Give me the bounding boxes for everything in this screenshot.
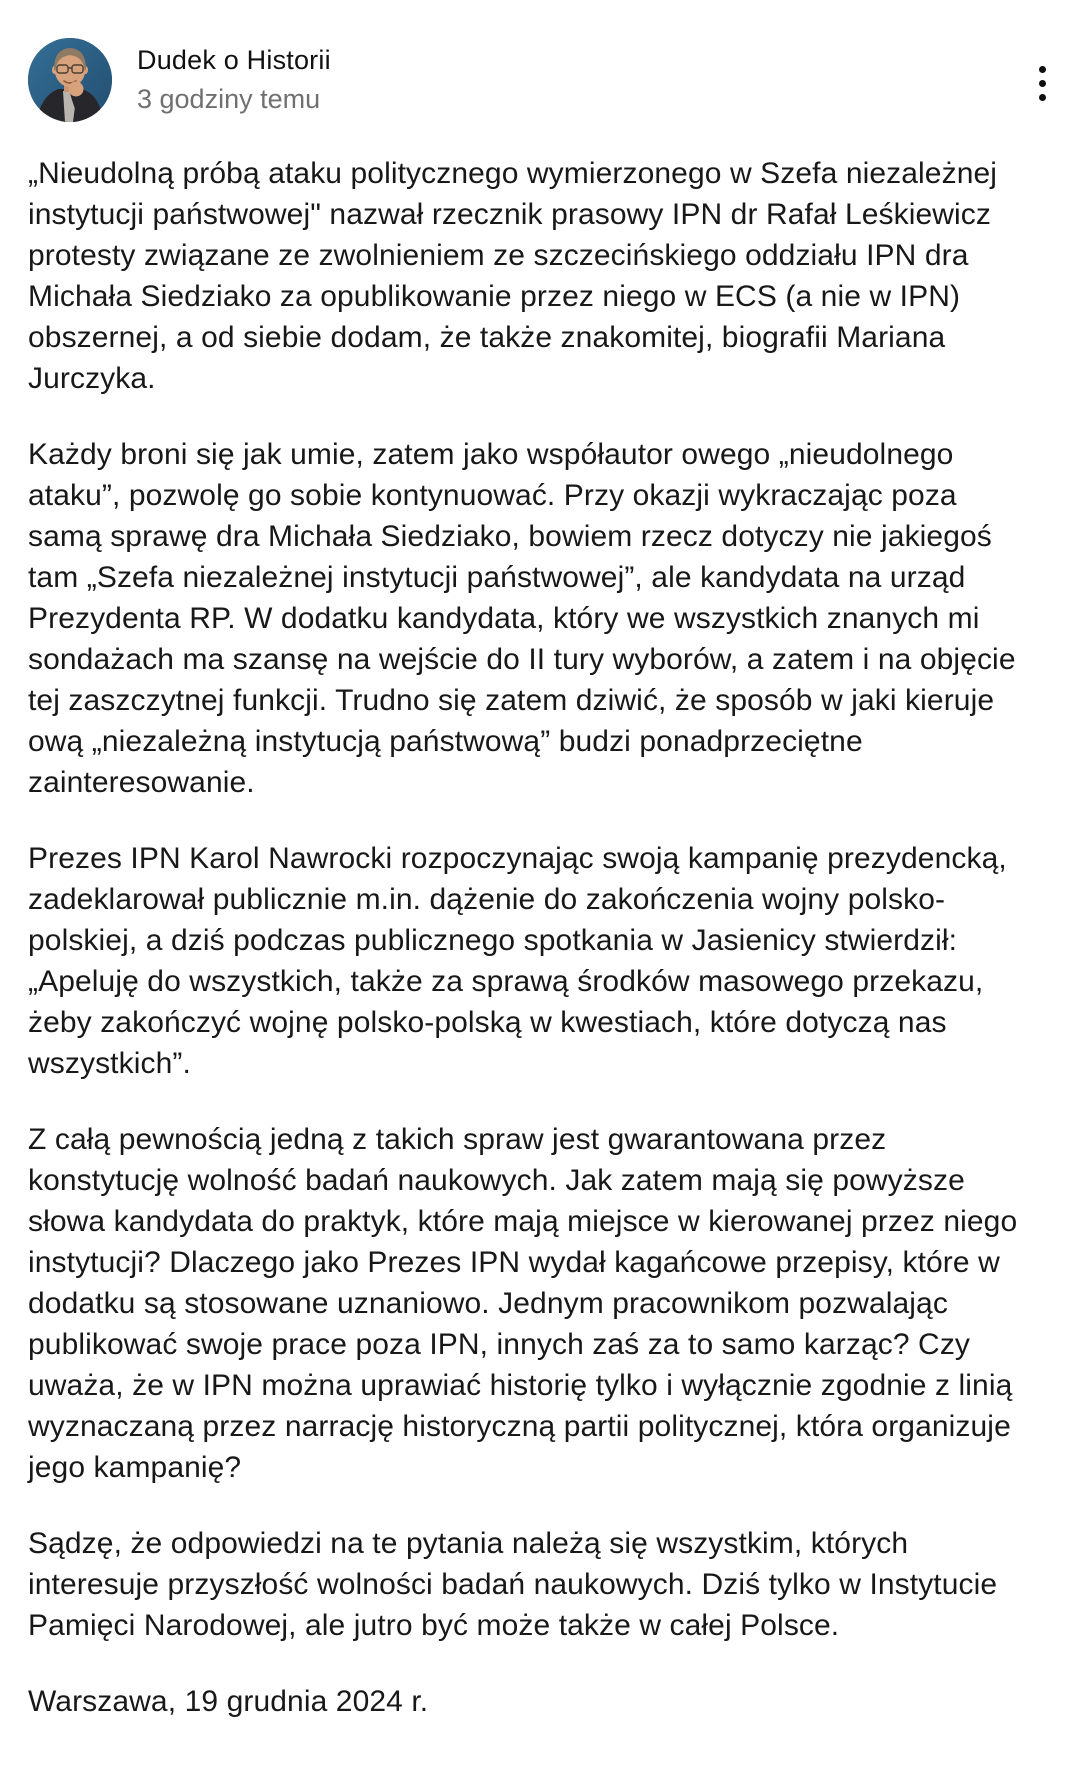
post-paragraph: Z całą pewnością jedną z takich spraw jest gwarantowana przez konstytucję wolność badań naukowych. Jak zatem mają się powyższe słowa kandydata do praktyk, które mają miejsce w kierowanej przez niego instytucji? Dlaczego jako Prezes IPN wydał kagańcowe przepisy, które w dodatku są stosowane uznaniowo. Jednym pracownikom pozwalając publikować swoje prace poza IPN, innych zaś za to samo karząc? Czy uważa, że w IPN można uprawiać historię tylko i wyłącznie zgodnie z linią wyznaczaną przez narrację historyczną partii politycznej, która organizuje jego kampanię?	[28, 1123, 1018, 1484]
avatar-image	[28, 38, 112, 122]
kebab-dot-icon	[1039, 80, 1046, 87]
avatar[interactable]	[28, 38, 112, 122]
post-header	[0, 0, 1080, 122]
post-body	[0, 122, 1080, 1722]
kebab-dot-icon	[1039, 94, 1046, 101]
post-paragraph: Sądzę, że odpowiedzi na te pytania należą się wszystkim, których interesuje przyszłość wolności badań naukowych. Dziś tylko w Instytucie Pamięci Narodowej, ale jutro być może także w całej Polsce.	[28, 1527, 998, 1642]
post-paragraph: „Nieudolną próbą ataku politycznego wymierzonego w Szefa niezależnej instytucji państwowej" nazwał rzecznik prasowy IPN dr Rafał Leśkiewicz protesty związane ze zwolnieniem ze szczecińskiego oddziału IPN dra Michała Siedziako za opublikowanie przez niego w ECS (a nie w IPN) obszernej, a od siebie dodam, że także znakomitej, biografii Mariana Jurczyka.	[28, 157, 998, 395]
author-name[interactable]: Dudek o Historii	[137, 45, 331, 75]
post-timestamp[interactable]: 3 godziny temu	[137, 84, 321, 114]
post-paragraph: Prezes IPN Karol Nawrocki rozpoczynając swoją kampanię prezydencką, zadeklarował publicznie m.in. dążenie do zakończenia wojny polsko-polskiej, a dziś podczas publicznego spotkania w Jasienicy stwierdził: „Apeluję do wszystkich, także za sprawą środków masowego przekazu, żeby zakończyć wojnę polsko-polską w kwestiach, które dotyczą nas wszystkich”.	[28, 842, 1007, 1080]
author-block	[137, 38, 331, 116]
post-paragraph: Każdy broni się jak umie, zatem jako współautor owego „nieudolnego ataku”, pozwolę go sobie kontynuować. Przy okazji wykraczając poza samą sprawę dra Michała Siedziako, bowiem rzecz dotyczy nie jakiegoś tam „Szefa niezależnej instytucji państwowej”, ale kandydata na urząd Prezydenta RP. W dodatku kandydata, który we wszystkich znanych mi sondażach ma szansę na wejście do II tury wyborów, a zatem i na objęcie tej zaszczytnej funkcji. Trudno się zatem dziwić, że sposób w jaki kieruje ową „niezależną instytucją państwową” budzi ponadprzeciętne zainteresowanie.	[28, 438, 1016, 799]
post-dateline: Warszawa, 19 grudnia 2024 r.	[28, 1685, 429, 1718]
kebab-dot-icon	[1039, 66, 1046, 73]
kebab-menu-button[interactable]	[1029, 58, 1056, 109]
